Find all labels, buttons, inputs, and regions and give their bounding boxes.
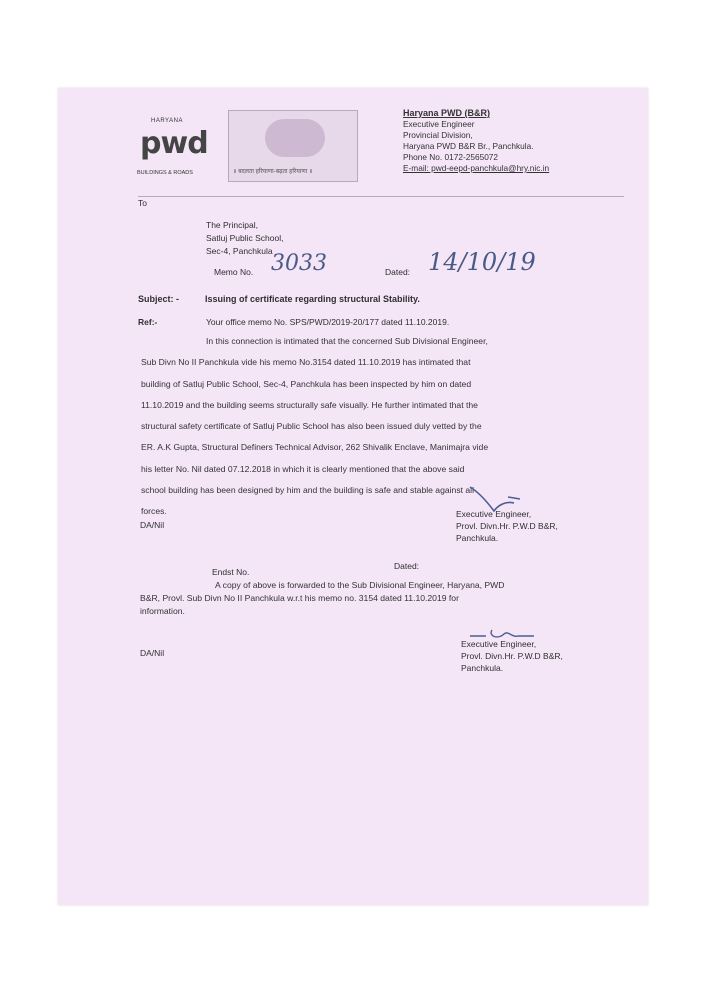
ref-text: Your office memo No. SPS/PWD/2019-20/177 dated 11.10.2019. bbox=[206, 317, 450, 327]
office-header bbox=[403, 108, 549, 174]
endst-dated-label: Dated: bbox=[394, 561, 420, 571]
office-line: Executive Engineer bbox=[403, 119, 475, 129]
body-line: forces. bbox=[141, 506, 167, 517]
logo-top-text: HARYANA bbox=[151, 118, 183, 124]
ref-label: Ref:- bbox=[138, 317, 158, 327]
addressee-line: Satluj Public School, bbox=[206, 233, 284, 243]
endst-label: Endst No. bbox=[212, 567, 250, 577]
office-title: Haryana PWD (B&R) bbox=[403, 108, 491, 118]
signature-block-2 bbox=[461, 638, 563, 674]
office-line: Provincial Division, bbox=[403, 130, 473, 140]
body-line: his letter No. Nil dated 07.12.2018 in which it is clearly mentioned that the above said bbox=[141, 463, 465, 474]
signature-line: Executive Engineer, bbox=[461, 639, 537, 649]
logo-main-text: pwd bbox=[140, 126, 208, 161]
body-line: 11.10.2019 and the building seems structurally safe visually. He further intimated that the bbox=[141, 399, 478, 410]
header-rule bbox=[138, 196, 624, 197]
letter-page bbox=[58, 88, 648, 905]
addressee-line: The Principal, bbox=[206, 220, 258, 230]
signature-block-1 bbox=[456, 508, 558, 544]
body-line: Sub Divn No II Panchkula vide his memo No.3154 dated 11.10.2019 has intimated that bbox=[141, 357, 471, 368]
da-nil-label: DA/Nil bbox=[140, 520, 165, 530]
body-line: In this connection is intimated that the concerned Sub Divisional Engineer, bbox=[206, 336, 488, 346]
copy-line: A copy of above is forwarded to the Sub Divisional Engineer, Haryana, PWD bbox=[215, 580, 505, 590]
signature-line: Provl. Divn.Hr. P.W.D B&R, bbox=[461, 651, 563, 661]
subject-text: Issuing of certificate regarding structural Stability. bbox=[205, 294, 420, 304]
da-nil-label-2: DA/Nil bbox=[140, 648, 165, 658]
office-line: Haryana PWD B&R Br., Panchkula. bbox=[403, 141, 534, 151]
subject-label: Subject: - bbox=[138, 294, 180, 304]
addressee-line: Sec-4, Panchkula bbox=[206, 246, 273, 256]
logo-sub-text: BUILDINGS & ROADS bbox=[137, 170, 193, 176]
body-line: ER. A.K Gupta, Structural Definers Technical Advisor, 262 Shivalik Enclave, Manimajra vide bbox=[141, 442, 489, 453]
dated-handwritten: 14/10/19 bbox=[428, 248, 536, 276]
copy-line: information. bbox=[140, 606, 185, 616]
to-label: To bbox=[138, 198, 147, 208]
memo-number-handwritten: 3033 bbox=[271, 251, 327, 276]
office-line: Phone No. 0172-2565072 bbox=[403, 152, 499, 162]
haryana-emblem bbox=[228, 110, 358, 182]
pwd-logo bbox=[137, 118, 208, 180]
body-line: structural safety certificate of Satluj Public School has also been issued duly vetted by the bbox=[141, 421, 482, 432]
body-line: school building has been designed by him and the building is safe and stable against all bbox=[141, 485, 474, 496]
signature-line: Panchkula. bbox=[456, 533, 499, 543]
dated-label: Dated: bbox=[385, 267, 411, 277]
emblem-graphic bbox=[265, 119, 325, 157]
copy-line: B&R, Provl. Sub Divn No II Panchkula w.r.t his memo no. 3154 dated 11.10.2019 for bbox=[140, 593, 459, 603]
copy-forward-text bbox=[140, 579, 605, 618]
letter-body bbox=[141, 331, 606, 523]
signature-line: Executive Engineer, bbox=[456, 509, 532, 519]
memo-label: Memo No. bbox=[214, 267, 254, 277]
signature-line: Provl. Divn.Hr. P.W.D B&R, bbox=[456, 521, 558, 531]
office-email: E-mail: pwd-eepd-panchkula@hry.nic.in bbox=[403, 163, 550, 173]
emblem-caption: ॥ बदलता हरियाणा-बढ़ता हरियाणा ॥ bbox=[233, 169, 313, 175]
signature-line: Panchkula. bbox=[461, 663, 504, 673]
body-line: building of Satluj Public School, Sec-4, Panchkula has been inspected by him on dated bbox=[141, 378, 472, 389]
